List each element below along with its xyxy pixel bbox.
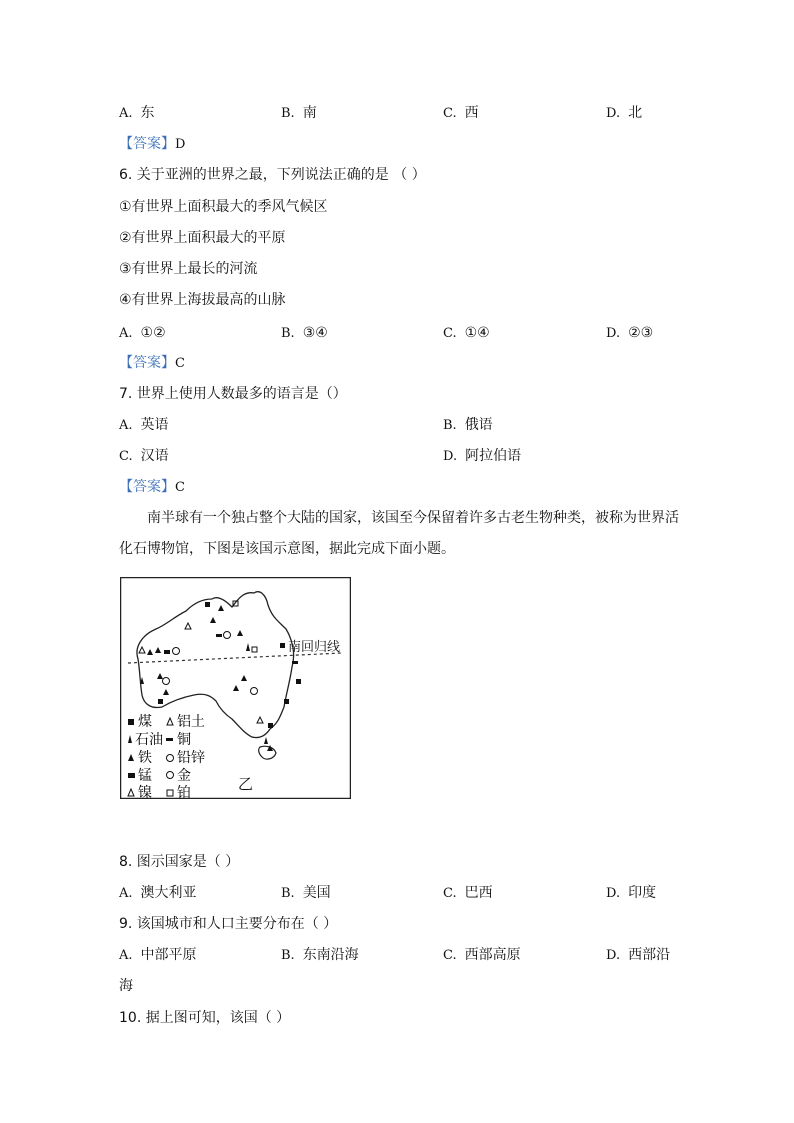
q9-option-d: D. 西部沿 [606,947,671,963]
figure-label: 乙 [238,775,254,793]
legend-gold: 金 [177,768,191,784]
q7-answer: 【答案】C [119,479,185,495]
q5-answer: 【答案】D [119,136,186,152]
bauxite-symbol [205,602,210,607]
copper-symbol [216,634,222,637]
tropic-label: 南回归线 [288,640,341,655]
legend-manganese: 锰 [138,768,152,784]
q9-stem: 9. 该国城市和人口主要分布在（ ） [119,916,338,932]
legend-platinum: 铂 [177,785,191,799]
q6-statement-1: ①有世界上面积最大的季风气候区 [119,199,328,215]
legend-coal-symbol [128,719,134,725]
q5-option-a: A. 东 [119,105,155,121]
q7-stem: 7. 世界上使用人数最多的语言是（） [119,386,347,402]
coal-symbol [284,699,289,704]
legend-copper: 铜 [177,732,191,748]
coal-symbol [296,679,301,684]
q6-answer: 【答案】C [119,355,185,371]
coal-symbol [158,699,163,704]
q8-option-d: D. 印度 [606,885,657,901]
q6-option-b: B. ③④ [281,325,328,341]
q6-option-c: C. ①④ [443,325,490,341]
q5-option-b: B. 南 [281,105,317,121]
q7-option-d: D. 阿拉伯语 [443,448,522,464]
q7-option-c: C. 汉语 [119,448,169,464]
q6-stem: 6. 关于亚洲的世界之最，下列说法正确的是 （ ） [119,167,426,183]
legend-copper-symbol [166,738,173,741]
copper-symbol [292,661,298,664]
legend-manganese-symbol [128,773,135,778]
coal-symbol [280,643,285,648]
q8-option-a: A. 澳大利亚 [119,885,197,901]
manganese-symbol [164,650,170,654]
q7-option-b: B. 俄语 [443,417,493,433]
q8-option-c: C. 巴西 [443,885,493,901]
legend-coal: 煤 [138,714,152,730]
q9-option-d-wrap: 海 [119,978,133,994]
q6-statement-4: ④有世界上海拔最高的山脉 [119,292,286,308]
q6-option-d: D. ②③ [606,325,654,341]
legend-lead-zinc: 铅锌 [177,750,205,766]
q9-option-c: C. 西部高原 [443,947,521,963]
legend-bauxite: 铝土 [177,714,205,730]
q9-option-a: A. 中部平原 [119,947,197,963]
legend-nickel: 镍 [138,785,152,799]
q9-option-b: B. 东南沿海 [281,947,359,963]
legend-oil: 石油 [135,732,163,748]
coal-symbol [268,723,273,728]
q8-stem: 8. 图示国家是（ ） [119,854,240,870]
australia-map [120,577,351,799]
q6-option-a: A. ①② [119,325,166,341]
q5-option-d: D. 北 [606,105,643,121]
q6-statement-3: ③有世界上最长的河流 [119,261,258,277]
q8-option-b: B. 美国 [281,885,331,901]
legend-iron: 铁 [138,750,152,766]
q7-option-a: A. 英语 [119,417,169,433]
q10-stem: 10. 据上图可知，该国（ ） [119,1010,291,1026]
q5-option-c: C. 西 [443,105,479,121]
q6-statement-2: ②有世界上面积最大的平原 [119,230,286,246]
passage: 南半球有一个独占整个大陆的国家，该国至今保留着许多古老生物种类，被称为世界活化石博物馆，下图是该国示意图，据此完成下面小题。 [119,510,679,557]
